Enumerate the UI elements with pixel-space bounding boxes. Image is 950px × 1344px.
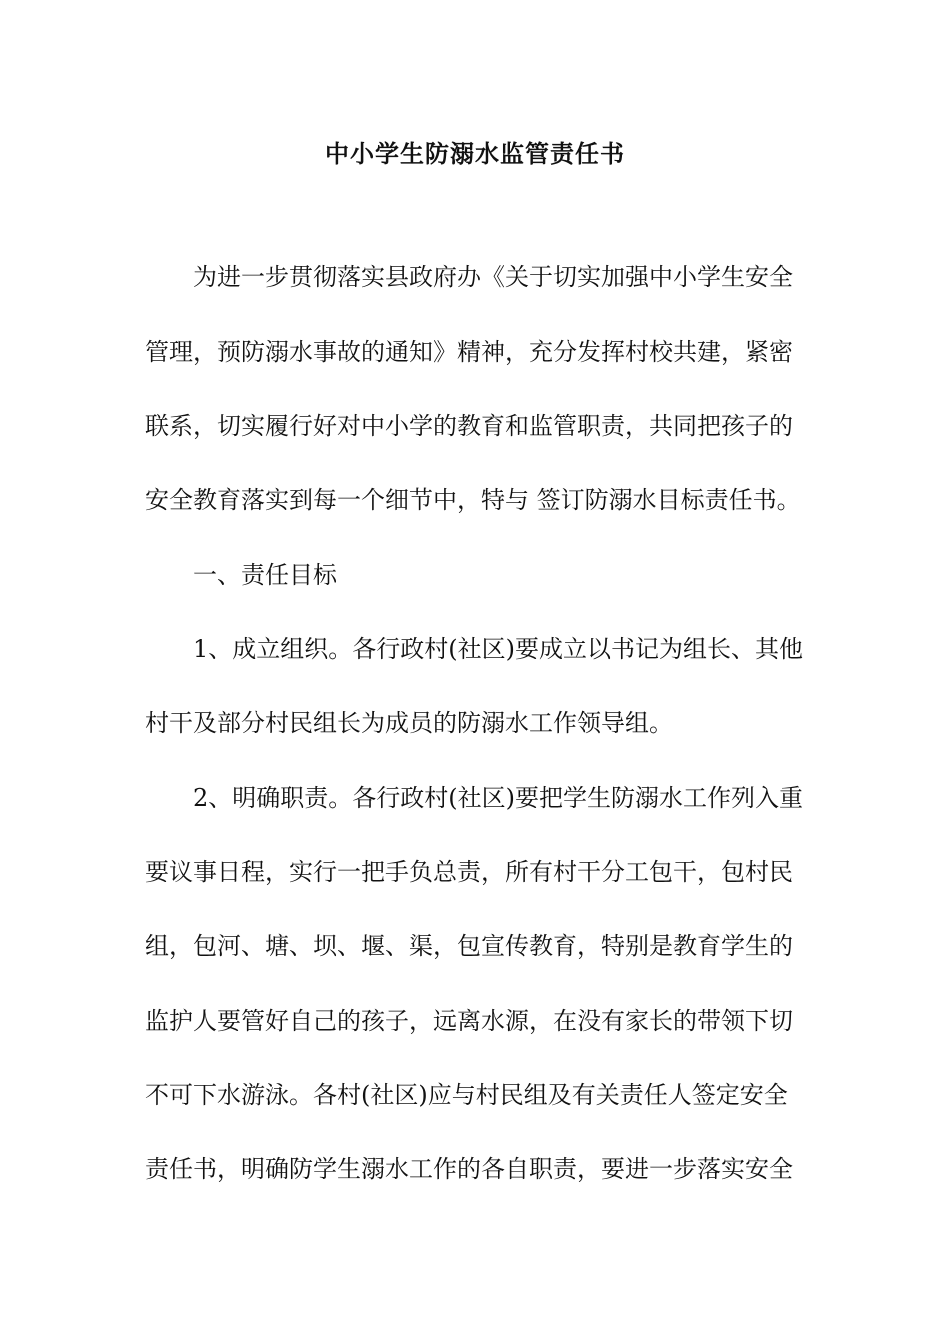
document-title: 中小学生防溺水监管责任书 — [325, 140, 625, 168]
paragraph-line: 1、成立组织。各行政村(社区)要成立以书记为组长、其他 — [193, 635, 803, 663]
paragraph-line: 责任书，明确防学生溺水工作的各自职责，要进一步落实安全 — [145, 1155, 793, 1183]
paragraph-line: 监护人要管好自己的孩子，远离水源，在没有家长的带领下切 — [145, 1007, 793, 1035]
paragraph-line: 要议事日程，实行一把手负总责，所有村干分工包干，包村民 — [145, 858, 793, 886]
paragraph-line: 组，包河、塘、坝、堰、渠，包宣传教育，特别是教育学生的 — [145, 932, 793, 960]
paragraph-line: 2、明确职责。各行政村(社区)要把学生防溺水工作列入重 — [193, 784, 803, 812]
paragraph-line: 不可下水游泳。各村(社区)应与村民组及有关责任人签定安全 — [145, 1081, 788, 1109]
paragraph-line: 联系，切实履行好对中小学的教育和监管职责，共同把孩子的 — [145, 412, 793, 440]
paragraph-line: 村干及部分村民组长为成员的防溺水工作领导组。 — [145, 709, 673, 737]
section-heading: 一、责任目标 — [193, 561, 337, 589]
paragraph-line: 为进一步贯彻落实县政府办《关于切实加强中小学生安全 — [193, 263, 793, 291]
paragraph-line: 安全教育落实到每一个细节中，特与 签订防溺水目标责任书。 — [145, 486, 801, 514]
paragraph-line: 管理，预防溺水事故的通知》精神，充分发挥村校共建，紧密 — [145, 338, 793, 366]
